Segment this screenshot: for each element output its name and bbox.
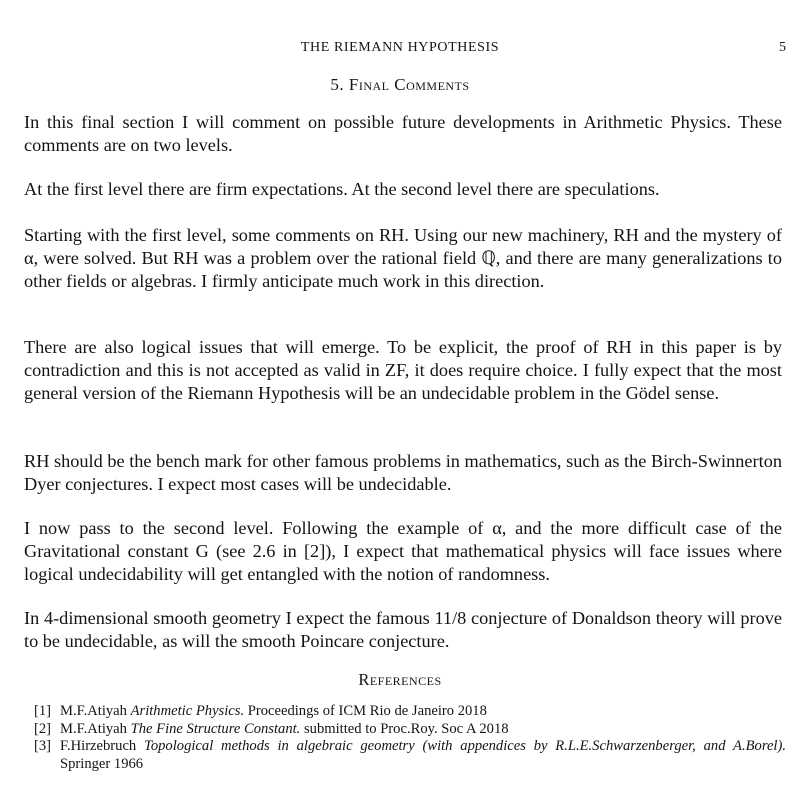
running-title: THE RIEMANN HYPOTHESIS xyxy=(300,40,500,55)
reference-label: [2] xyxy=(34,720,52,737)
reference-item xyxy=(34,738,786,773)
reference-author: F.Hirzebruch xyxy=(60,738,137,754)
reference-author: M.F.Atiyah xyxy=(60,703,127,719)
paragraph-second-level: I now pass to the second level. Following the example of α, and the more difficult case of the Gravitational constant G (see 2.6 in [2]), I expect that mathematical physics will face issues where logical undecidability will get entangled with the notion of randomness. xyxy=(24,518,782,584)
paragraph-first-level: Starting with the first level, some comments on RH. Using our new machinery, RH and the mystery of α, were solved. But RH was a problem over the rational field ℚ, and there are many generalizations to other fields or algebras. I firmly anticipate much work in this direction. xyxy=(24,225,782,291)
page-number: 5 xyxy=(779,40,786,55)
reference-rest: Springer 1966 xyxy=(60,755,144,772)
paragraph-levels: At the first level there are firm expectations. At the second level there are speculations. xyxy=(24,179,660,199)
reference-body xyxy=(60,738,786,773)
reference-item xyxy=(34,721,786,739)
reference-author: M.F.Atiyah xyxy=(60,720,127,737)
running-header xyxy=(0,38,800,58)
reference-rest: Proceedings of ICM Rio de Janeiro 2018 xyxy=(247,703,487,719)
reference-item xyxy=(34,703,786,721)
paragraph-logical-issues: There are also logical issues that will emerge. To be explicit, the proof of RH in this paper is by contradiction and this is not accepted as valid in ZF, it does require choice. I fully expect that the most general version of the Riemann Hypothesis will be an undecidable problem in the Gödel sense. xyxy=(24,337,782,403)
reference-title: Topological methods in algebraic geometry (with appendices by R.L.E.Schwarzenberger, and A.Borel). xyxy=(144,738,786,754)
reference-label: [1] xyxy=(34,703,52,719)
reference-title: Arithmetic Physics. xyxy=(130,703,245,719)
paragraph-smooth-geometry: In 4-dimensional smooth geometry I expect the famous 11/8 conjecture of Donaldson theory will prove to be undecidable, as will the smooth Poincare conjecture. xyxy=(24,608,782,651)
reference-rest: submitted to Proc.Roy. Soc A 2018 xyxy=(303,720,509,737)
reference-body xyxy=(60,703,786,721)
reference-label: [3] xyxy=(34,738,52,754)
references-list xyxy=(34,703,786,773)
references-title: References xyxy=(358,670,442,689)
reference-body xyxy=(60,721,786,739)
section-title: 5. Final Comments xyxy=(330,75,470,94)
reference-title: The Fine Structure Constant. xyxy=(130,720,301,737)
paragraph-intro: In this final section I will comment on possible future developments in Arithmetic Physics. These comments are on two levels. xyxy=(24,112,782,155)
paragraph-benchmark: RH should be the bench mark for other famous problems in mathematics, such as the Birch-Swinnerton Dyer conjectures. I expect most cases will be undecidable. xyxy=(24,451,782,494)
